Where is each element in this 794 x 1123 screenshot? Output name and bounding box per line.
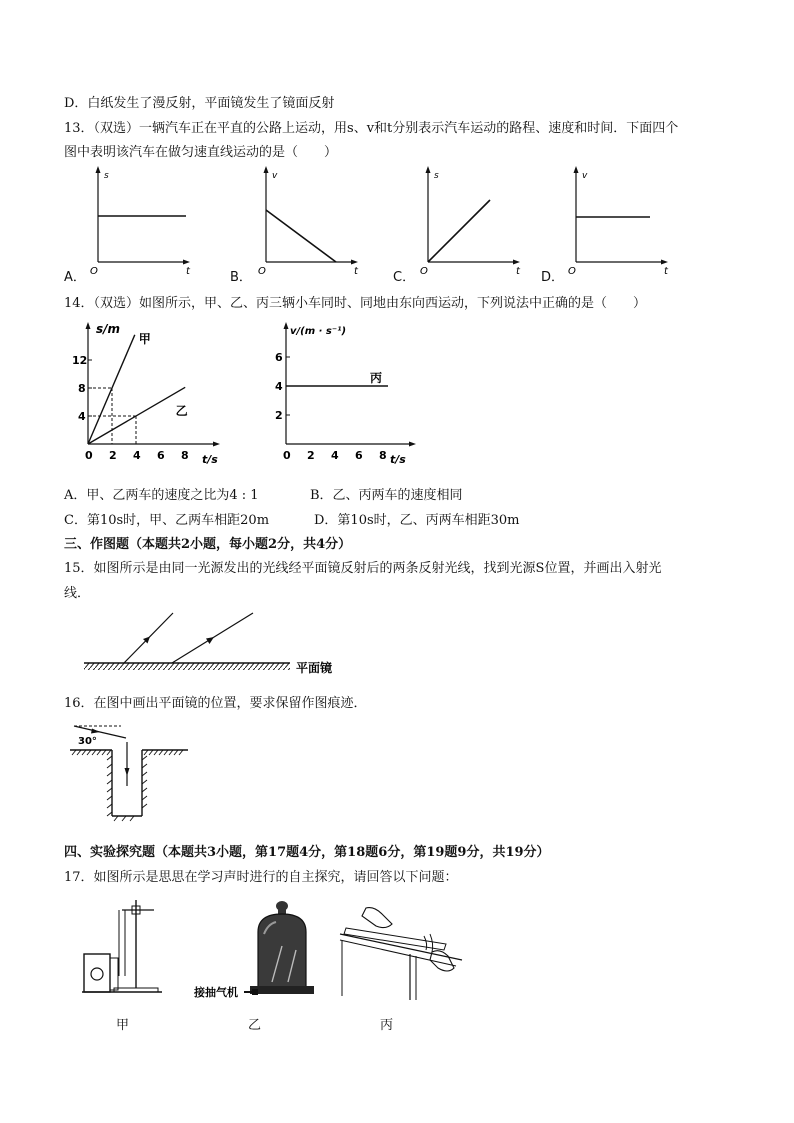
- q17-label-yi: 乙: [248, 1018, 262, 1033]
- q14-option-d: D．第10s时，乙、丙两车相距30m: [314, 513, 520, 528]
- q14-option-b: B．乙、丙两车的速度相同: [310, 488, 463, 503]
- svg-text:t: t: [664, 266, 668, 277]
- table-top: [340, 934, 462, 960]
- svg-text:t: t: [516, 266, 520, 277]
- svg-text:O: O: [258, 266, 266, 277]
- q12-option-d: D．白纸发生了漫反射，平面镜发生了镜面反射: [64, 96, 335, 111]
- series-jia-label: 甲: [138, 331, 151, 346]
- jar-base: [250, 986, 314, 994]
- x-tick-label: 6: [355, 449, 363, 462]
- q16-well-figure: [66, 716, 196, 826]
- series-bing-label: 丙: [370, 371, 383, 385]
- q14-stem: 14．（双选）如图所示，甲、乙、丙三辆小车同时、同地由东向西运动，下列说法中正确的是（ ）: [64, 296, 647, 311]
- bell-jar: [258, 914, 306, 988]
- section3-heading: 三、作图题（本题共2小题，每小题2分，共4分）: [64, 537, 352, 552]
- x-axis-arrow: [409, 442, 416, 447]
- origin-label: O: [90, 266, 98, 277]
- target-arrow: [125, 768, 130, 776]
- y-axis-arrow: [86, 322, 91, 329]
- y-tick-label: 8: [78, 382, 86, 395]
- q13-option-b-label: B．: [230, 270, 252, 285]
- q13-option-c-label: C．: [393, 270, 416, 285]
- q14-option-a: A．甲、乙两车的速度之比为4 : 1: [64, 488, 259, 503]
- x-tick-label: 0: [283, 449, 291, 462]
- speaker-cone: [91, 968, 103, 980]
- series-jia-line: [88, 335, 135, 444]
- y-tick-label: 4: [275, 380, 283, 393]
- y-tick-label: 4: [78, 410, 86, 423]
- q13-stem-line1: 13．（双选）一辆汽车正在平直的公路上运动，用s、v和t分别表示汽车运动的路程、速度和时间．下面四个: [64, 121, 679, 136]
- x-tick-label: 4: [331, 449, 339, 462]
- q15-stem-line2: 线．: [64, 586, 91, 601]
- q17-label-bing: 丙: [380, 1018, 394, 1033]
- y-arrow: [96, 166, 101, 173]
- q13-graph-c: [416, 166, 526, 276]
- graph-line: [428, 200, 490, 262]
- x-axis-label: t/s: [390, 453, 406, 466]
- angle-label: 30°: [78, 736, 97, 747]
- x-tick-label: 2: [109, 449, 117, 462]
- q13-option-a-label: A．: [64, 270, 86, 285]
- q17-label-jia: 甲: [116, 1018, 130, 1033]
- left-hand: [362, 908, 392, 928]
- svg-text:v: v: [272, 171, 278, 181]
- q15-stem-line1: 15．如图所示是由同一光源发出的光线经平面镜反射后的两条反射光线，找到光源S位置，并画出入射光: [64, 561, 662, 576]
- series-yi-line: [88, 387, 185, 444]
- mirror-label: 平面镜: [296, 661, 333, 675]
- ruler: [344, 928, 446, 950]
- x-tick-label: 0: [85, 449, 93, 462]
- svg-text:O: O: [420, 266, 428, 277]
- y-axis-label: v/(m · s⁻¹): [290, 326, 347, 337]
- speaker: [84, 954, 110, 992]
- mirror-hatch: [84, 663, 290, 670]
- ray-2-arrow: [206, 637, 214, 644]
- incident-arrow: [91, 729, 100, 734]
- y-tick-label: 2: [275, 409, 283, 422]
- q17-figure-bing: [336, 904, 466, 1004]
- q14-vt-chart: [262, 318, 432, 470]
- q13-graph-b: [254, 166, 364, 276]
- x-axis-label: t/s: [202, 453, 218, 466]
- q17-figure-yi: [192, 892, 322, 1002]
- x-tick-label: 8: [379, 449, 387, 462]
- x-axis-arrow: [213, 442, 220, 447]
- x-tick-label: 6: [157, 449, 165, 462]
- x-arrow: [183, 260, 190, 265]
- y-axis-label: s: [104, 171, 109, 181]
- y-axis-label: s/m: [96, 322, 121, 336]
- pump-label: 接抽气机: [194, 986, 238, 999]
- x-tick-label: 2: [307, 449, 315, 462]
- graph-line: [266, 210, 336, 262]
- q13-option-d-label: D．: [541, 270, 565, 285]
- svg-text:O: O: [568, 266, 576, 277]
- q13-graph-a: [86, 166, 196, 276]
- series-yi-label: 乙: [175, 403, 188, 418]
- q17-figure-jia: [74, 892, 174, 1002]
- svg-text:s: s: [434, 171, 439, 181]
- svg-text:t: t: [354, 266, 358, 277]
- q15-mirror-figure: [80, 608, 350, 678]
- q17-stem: 17．如图所示是思思在学习声时进行的自主探究，请回答以下问题：: [64, 870, 458, 885]
- svg-text:v: v: [582, 171, 588, 181]
- q14-st-chart: [60, 318, 230, 470]
- section4-heading: 四、实验探究题（本题共3小题，第17题4分，第18题6分，第19题9分，共19分）: [64, 845, 550, 860]
- q16-stem: 16．在图中画出平面镜的位置，要求保留作图痕迹．: [64, 696, 367, 711]
- q13-graph-d: [564, 166, 674, 276]
- x-tick-label: 4: [133, 449, 141, 462]
- y-tick-label: 12: [72, 354, 88, 367]
- x-axis-label: t: [186, 266, 190, 277]
- y-axis-arrow: [284, 322, 289, 329]
- q14-option-c: C．第10s时，甲、乙两车相距20m: [64, 513, 270, 528]
- q13-stem-line2: 图中表明该汽车在做匀速直线运动的是（ ）: [64, 145, 338, 160]
- x-tick-label: 8: [181, 449, 189, 462]
- y-tick-label: 6: [275, 351, 283, 364]
